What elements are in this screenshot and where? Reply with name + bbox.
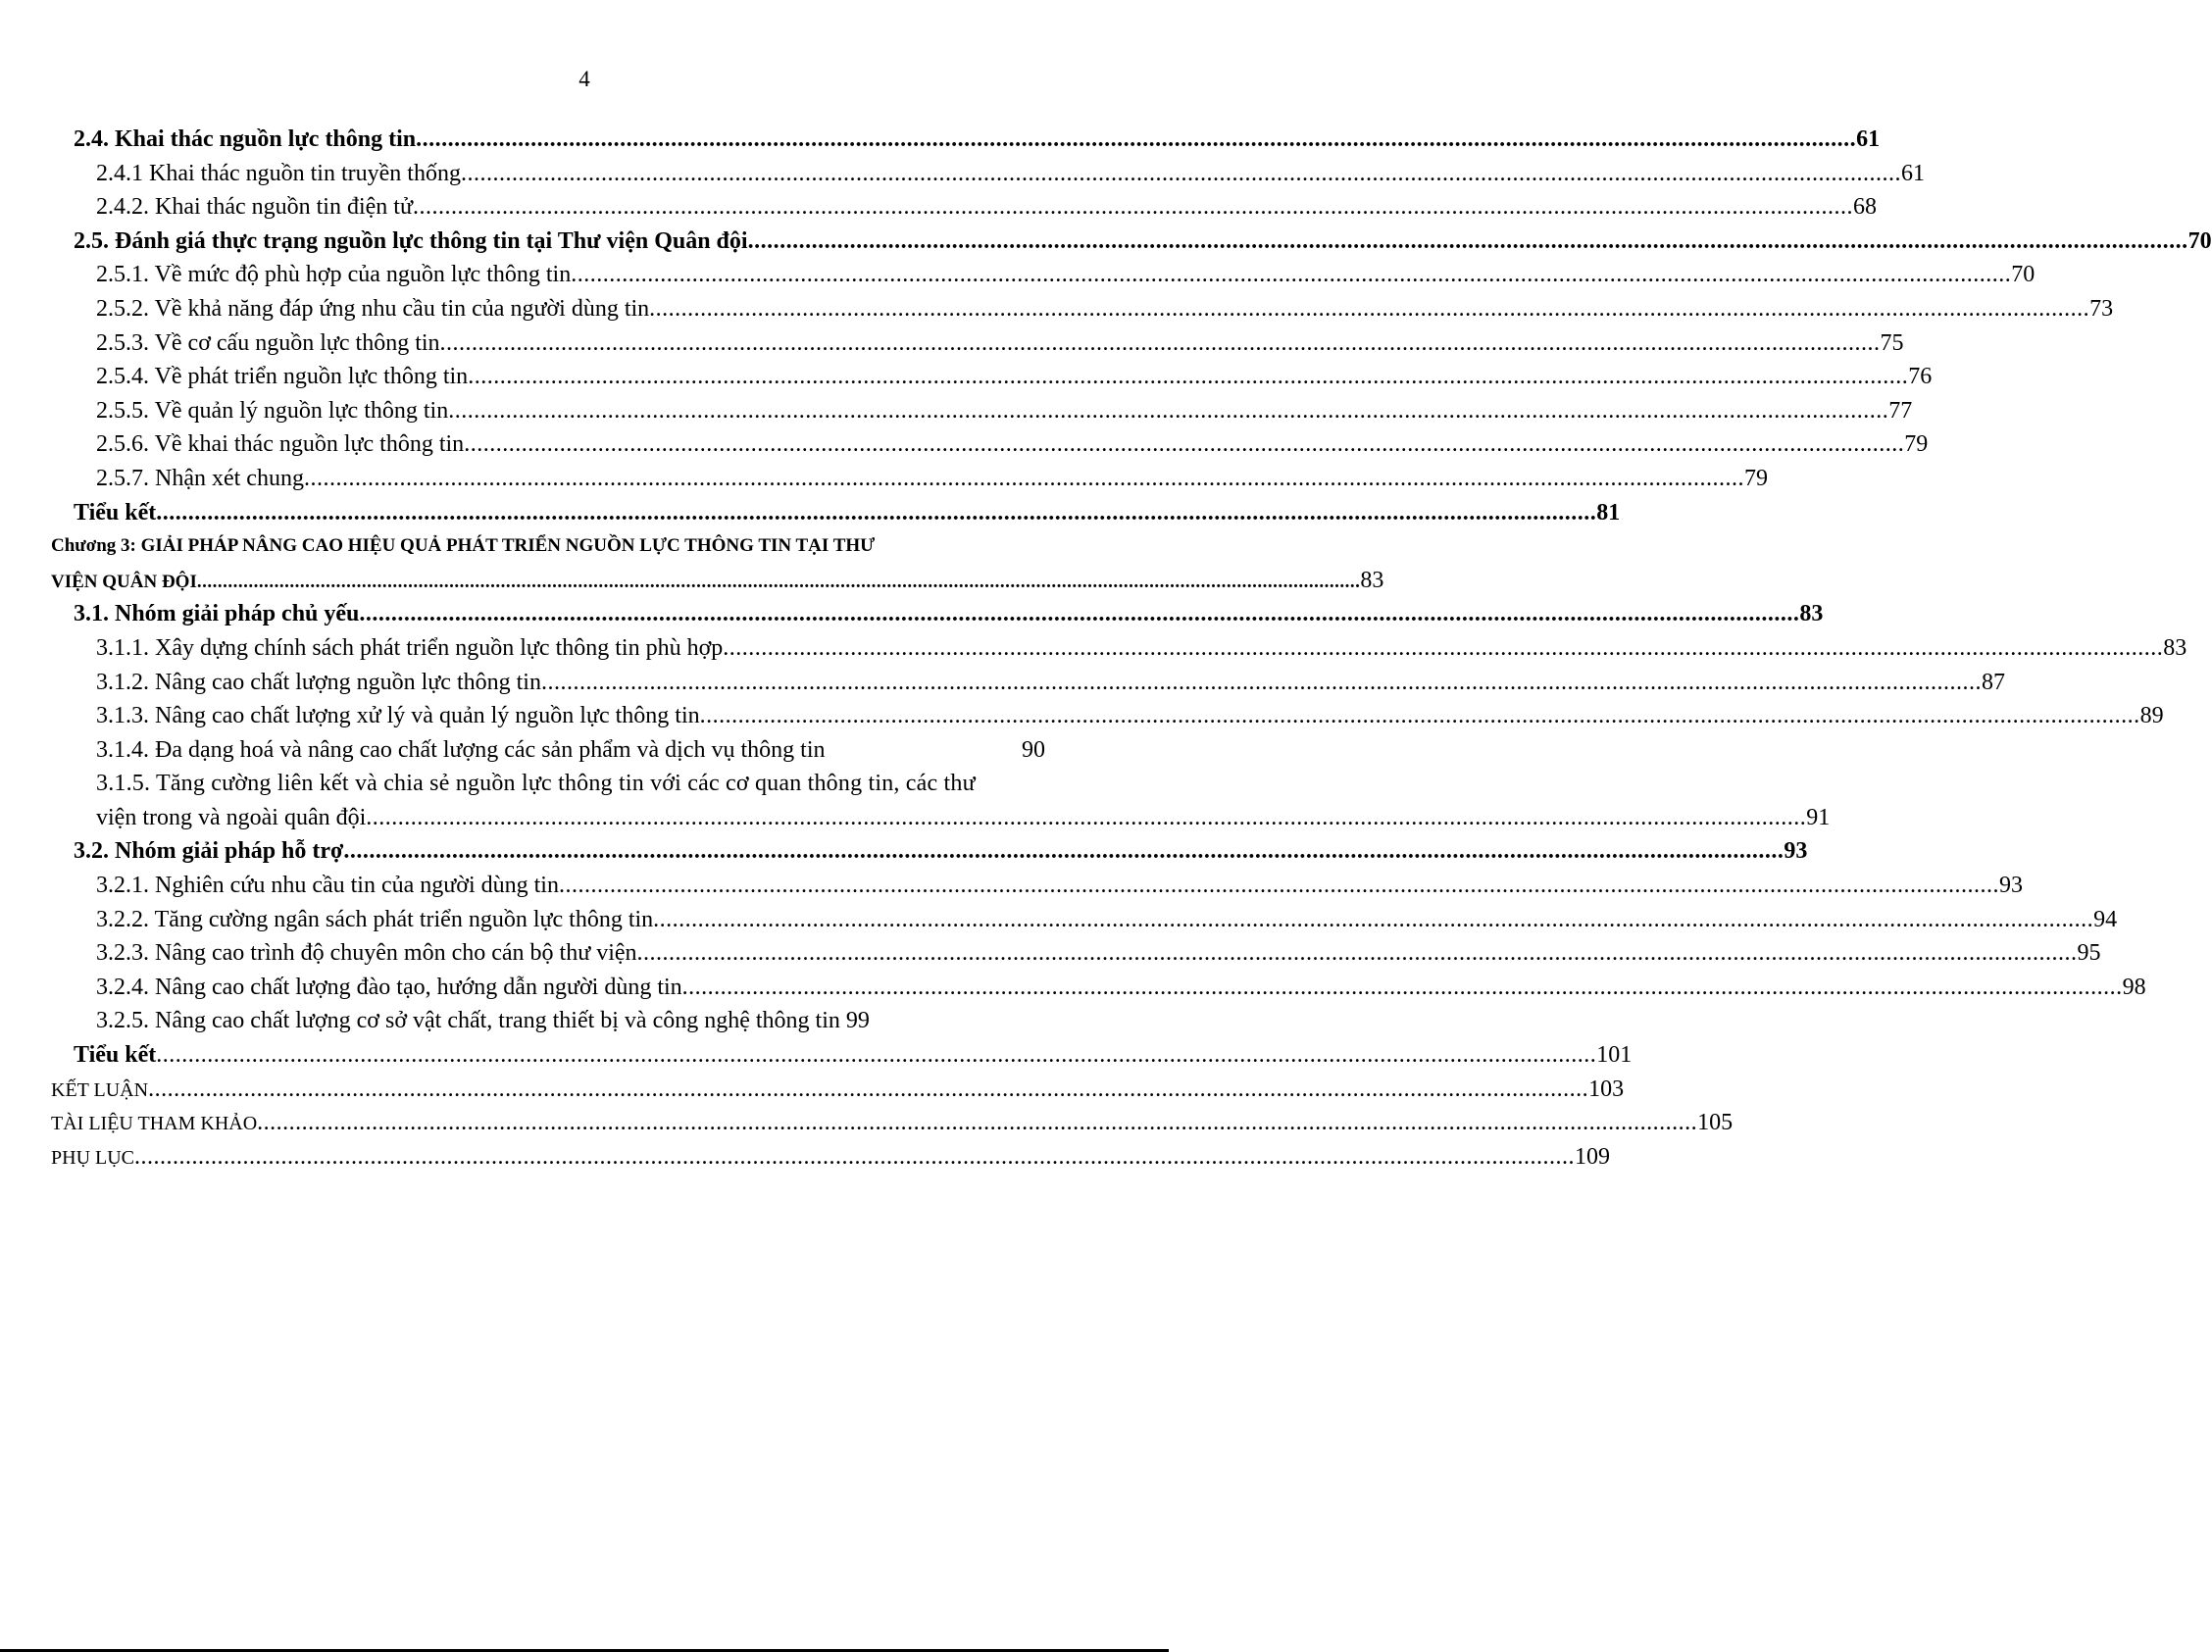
- toc-entry[interactable]: [0, 225, 2212, 259]
- toc-entry-page: 91: [1806, 804, 1831, 830]
- leader-dots: ..................................................................................................................................................................................................................................: [747, 227, 2188, 254]
- toc-entry-page: 90: [1022, 736, 1045, 763]
- toc-entry-page: 73: [2089, 295, 2114, 322]
- toc-entry-page: 83: [2163, 634, 2187, 661]
- toc-entry-page: 79: [1904, 431, 1929, 458]
- leader-dots: ..................................................................................................................................................................................................................................: [681, 974, 2123, 1000]
- toc-entry[interactable]: [0, 564, 1384, 598]
- toc-entry[interactable]: [0, 733, 1169, 768]
- toc-entry[interactable]: [0, 326, 1904, 361]
- toc-entry-page: 76: [1908, 364, 1933, 390]
- toc-entry-title: 2.5.4. Về phát triển nguồn lực thông tin: [96, 364, 469, 390]
- toc-entry-title: 3.2.1. Nghiên cứu nhu cầu tin của người dùng tin: [96, 873, 559, 899]
- toc-entry-title: KẾT LUẬN: [51, 1078, 149, 1101]
- leader-dots: ..................................................................................................................................................................................................................................: [148, 1076, 1589, 1102]
- toc-entry-page: 70: [2187, 227, 2212, 254]
- leader-dots: ..................................................................................................................................................................................................................................: [468, 364, 1909, 390]
- toc-entry-title: 3.2.5. Nâng cao chất lượng cơ sở vật chất, trang thiết bị và công nghệ thông tin 99: [96, 1008, 870, 1034]
- table-of-contents: [0, 123, 2212, 1174]
- toc-entry-title: 2.5.1. Về mức độ phù hợp của nguồn lực thông tin: [96, 262, 572, 288]
- toc-entry-page: 75: [1880, 329, 1904, 356]
- toc-entry[interactable]: [0, 699, 2164, 733]
- toc-entry-title: PHỤ LỤC: [51, 1146, 135, 1169]
- toc-entry-title: 2.4.1 Khai thác nguồn tin truyền thống: [96, 160, 461, 186]
- toc-entry-page: 70: [2011, 262, 2036, 288]
- toc-entry-page: 68: [1852, 194, 1877, 221]
- toc-entry-page: 98: [2122, 974, 2146, 1000]
- toc-entry-title: 3.1. Nhóm giải pháp chủ yếu: [74, 601, 360, 627]
- toc-entry-title-line1: 3.1.5. Tăng cường liên kết và chia sẻ nguồn lực thông tin với các cơ quan thông tin, các thư: [96, 771, 976, 797]
- toc-entry[interactable]: [0, 360, 1933, 394]
- toc-chapter-title-line2: VIỆN QUÂN ĐỘI: [51, 571, 197, 592]
- toc-entry-title: 3.2.2. Tăng cường ngân sách phát triển nguồn lực thông tin: [96, 906, 654, 932]
- toc-entry[interactable]: [0, 869, 2023, 903]
- toc-entry-page: 83: [1360, 567, 1384, 593]
- toc-entry-page: 89: [2139, 703, 2164, 729]
- toc-entry-page: 93: [1998, 873, 2023, 899]
- toc-entry-page: 94: [2093, 906, 2118, 932]
- toc-entry[interactable]: [0, 1106, 1734, 1140]
- toc-entry-title: 2.4.2. Khai thác nguồn tin điện tử: [96, 194, 413, 221]
- toc-entry[interactable]: [0, 1038, 1633, 1073]
- leader-dots: ..................................................................................................................................................................................................................................: [448, 397, 1889, 424]
- toc-chapter-heading[interactable]: [0, 529, 1169, 564]
- toc-entry-title: 3.1.3. Nâng cao chất lượng xử lý và quản lý nguồn lực thông tin: [96, 703, 700, 729]
- toc-entry-page: 103: [1588, 1076, 1625, 1102]
- leader-dots: ..................................................................................................................................................................................................................................: [359, 601, 1800, 627]
- toc-entry-page: 61: [1900, 160, 1925, 186]
- toc-entry[interactable]: [0, 157, 1925, 191]
- leader-dots: ..................................................................................................................................................................................................................................: [439, 329, 1881, 356]
- leader-dots: ..................................................................................................................................................................................................................................: [416, 126, 1857, 152]
- toc-entry-page: 87: [1981, 669, 2005, 695]
- leader-dots: ..................................................................................................................................................................................................................................: [540, 669, 1982, 695]
- toc-entry-title: Tiểu kết: [74, 499, 157, 526]
- toc-entry[interactable]: [0, 258, 2036, 292]
- toc-chapter-title-line1: Chương 3: GIẢI PHÁP NÂNG CAO HIỆU QUẢ PHÁT TRIỂN NGUỒN LỰC THÔNG TIN TẠI THƯ: [51, 535, 876, 557]
- toc-entry-page: 79: [1743, 465, 1768, 491]
- leader-dots: ..................................................................................................................................................................................................................................: [723, 634, 2164, 661]
- toc-entry[interactable]: [0, 1004, 1169, 1038]
- leader-dots: ..................................................................................................................................................................................................................................: [134, 1143, 1576, 1170]
- toc-entry[interactable]: [0, 394, 1913, 428]
- leader-dots: ..................................................................................................................................................................................................................................: [156, 499, 1597, 526]
- toc-entry-title: 2.5.3. Về cơ cấu nguồn lực thông tin: [96, 329, 440, 356]
- toc-entry-title: 2.5.5. Về quản lý nguồn lực thông tin: [96, 397, 449, 424]
- toc-entry-title: 3.2. Nhóm giải pháp hỗ trợ: [74, 838, 344, 865]
- toc-entry[interactable]: [0, 903, 2118, 937]
- toc-entry-page: 83: [1799, 601, 1824, 627]
- toc-entry-page: 101: [1596, 1042, 1633, 1069]
- leader-dots: ..................................................................................................................................................................................................................................: [156, 1042, 1597, 1069]
- toc-entry-title: 3.1.1. Xây dựng chính sách phát triển nguồn lực thông tin phù hợp: [96, 634, 724, 661]
- toc-entry[interactable]: [0, 427, 1929, 462]
- toc-entry[interactable]: [0, 496, 1621, 530]
- leader-dots: ..................................................................................................................................................................................................................................: [460, 160, 1901, 186]
- toc-entry-page: 81: [1596, 499, 1621, 526]
- toc-entry[interactable]: [0, 1073, 1625, 1107]
- leader-dots: ..................................................................................................................................................................................................................................: [699, 703, 2140, 729]
- toc-entry-title: 2.5.7. Nhận xét chung: [96, 465, 304, 491]
- toc-entry-title: TÀI LIỆU THAM KHẢO: [51, 1113, 258, 1135]
- toc-entry-page: 93: [1784, 838, 1808, 865]
- toc-entry-title: 2.5. Đánh giá thực trạng nguồn lực thông tin tại Thư viện Quân đội: [74, 227, 748, 254]
- toc-entry-title: 3.2.3. Nâng cao trình độ chuyên môn cho cán bộ thư viện: [96, 940, 637, 967]
- toc-entry[interactable]: [0, 936, 2101, 971]
- leader-dots: ..................................................................................................................................................................................................................................: [343, 838, 1785, 865]
- toc-entry-title: 3.2.4. Nâng cao chất lượng đào tạo, hướng dẫn người dùng tin: [96, 974, 682, 1000]
- leader-dots: ..................................................................................................................................................................................................................................: [464, 431, 1905, 458]
- toc-entry-page: 61: [1856, 126, 1881, 152]
- toc-entry-title: 3.1.2. Nâng cao chất lượng nguồn lực thông tin: [96, 669, 541, 695]
- leader-dots: ..................................................................................................................................................................................................................................: [196, 571, 1361, 592]
- toc-entry[interactable]: [0, 631, 2187, 666]
- toc-entry[interactable]: [0, 123, 1881, 157]
- toc-entry-title: 3.1.4. Đa dạng hoá và nâng cao chất lượng các sản phẩm và dịch vụ thông tin: [96, 736, 826, 763]
- leader-dots: ..................................................................................................................................................................................................................................: [653, 906, 2094, 932]
- toc-entry[interactable]: [0, 292, 2114, 326]
- leader-dots: ..................................................................................................................................................................................................................................: [636, 940, 2078, 967]
- toc-entry-page: 95: [2077, 940, 2101, 967]
- toc-entry[interactable]: [0, 801, 1831, 835]
- toc-entry-page: 109: [1575, 1143, 1611, 1170]
- toc-entry-title-line2: viện trong và ngoài quân đội: [96, 804, 367, 830]
- toc-entry-title: 2.5.6. Về khai thác nguồn lực thông tin: [96, 431, 465, 458]
- toc-entry[interactable]: [0, 767, 1169, 801]
- leader-dots: ..................................................................................................................................................................................................................................: [303, 465, 1744, 491]
- toc-entry-title: Tiểu kết: [74, 1042, 157, 1069]
- leader-dots: ..................................................................................................................................................................................................................................: [571, 262, 2012, 288]
- toc-entry-page: 77: [1888, 397, 1913, 424]
- toc-entry-page: 105: [1697, 1110, 1734, 1136]
- toc-entry-title: 2.5.2. Về khả năng đáp ứng nhu cầu tin của người dùng tin: [96, 295, 650, 322]
- leader-dots: ..................................................................................................................................................................................................................................: [649, 295, 2090, 322]
- leader-dots: ..................................................................................................................................................................................................................................: [558, 873, 1999, 899]
- leader-dots: ..................................................................................................................................................................................................................................: [412, 194, 1853, 221]
- leader-dots: ..................................................................................................................................................................................................................................: [366, 804, 1807, 830]
- toc-entry[interactable]: [0, 666, 2005, 700]
- toc-entry[interactable]: [0, 190, 1877, 225]
- leader-dots: ..................................................................................................................................................................................................................................: [257, 1110, 1698, 1136]
- toc-entry-title: 2.4. Khai thác nguồn lực thông tin: [74, 126, 417, 152]
- toc-entry[interactable]: [0, 1140, 1611, 1175]
- toc-entry[interactable]: [0, 597, 1824, 631]
- toc-entry[interactable]: [0, 462, 1768, 496]
- page-number: 4: [578, 67, 590, 91]
- toc-entry[interactable]: [0, 971, 2146, 1005]
- toc-entry[interactable]: [0, 834, 1808, 869]
